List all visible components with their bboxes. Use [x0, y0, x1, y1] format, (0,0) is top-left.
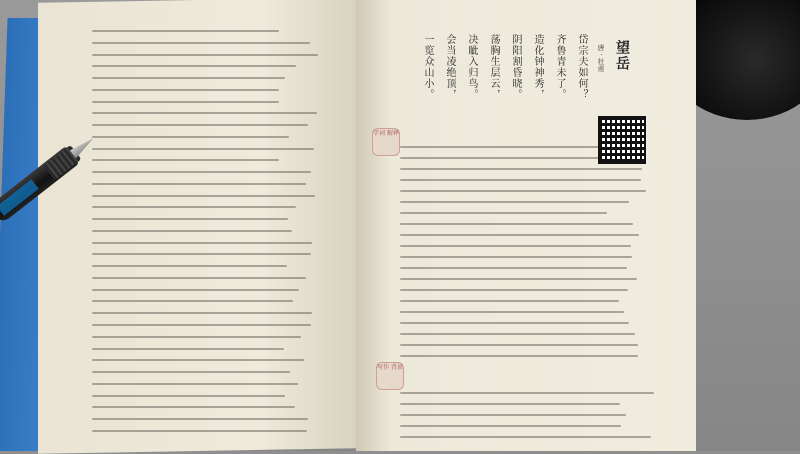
text-line [400, 414, 626, 416]
text-line [92, 265, 287, 267]
text-line [400, 146, 613, 148]
background-badge: 写作 背景 [376, 362, 404, 390]
text-line [92, 89, 279, 91]
text-line [400, 245, 631, 247]
text-line [92, 54, 318, 56]
text-line [400, 234, 639, 236]
text-line [400, 289, 628, 291]
text-line [92, 136, 289, 138]
text-line [92, 230, 292, 232]
right-page [356, 0, 696, 451]
text-line [92, 42, 310, 44]
text-line [92, 406, 295, 408]
text-line [400, 190, 646, 192]
text-line [92, 312, 312, 314]
text-line [400, 311, 624, 313]
text-line [92, 124, 308, 126]
text-line [400, 333, 635, 335]
text-line [92, 218, 288, 220]
poem-line: 会当凌绝顶， [444, 34, 455, 100]
text-line [92, 324, 311, 326]
text-line [400, 179, 641, 181]
poem-line: 造化钟神秀， [532, 34, 543, 100]
poem-author: 唐 · 杜甫 [597, 44, 605, 72]
left-page [38, 0, 356, 454]
poem-line: 决眦入归鸟。 [466, 34, 477, 100]
text-line [400, 403, 620, 405]
text-line [400, 267, 627, 269]
text-line [92, 395, 285, 397]
poem-line: 齐鲁青未了。 [554, 34, 565, 100]
poem-line: 岱宗夫如何？ [576, 34, 587, 100]
poem-line: 一览众山小。 [422, 34, 433, 100]
text-line [400, 201, 629, 203]
text-line [92, 348, 284, 350]
text-line [92, 289, 299, 291]
poem-line: 荡胸生层云， [488, 34, 499, 100]
poem-title: 望岳 [614, 40, 630, 72]
text-line [400, 157, 625, 159]
text-line [92, 65, 296, 67]
text-line [400, 322, 629, 324]
text-line [400, 355, 638, 357]
text-line [92, 371, 290, 373]
notes-badge: 字词 解释 [372, 128, 400, 156]
poem-line: 阴阳割昏晓。 [510, 34, 521, 100]
text-line [92, 277, 306, 279]
text-line [92, 148, 314, 150]
text-line [400, 392, 654, 394]
text-line [92, 183, 306, 185]
text-line [400, 256, 632, 258]
text-line [92, 242, 312, 244]
text-line [92, 430, 307, 432]
text-line [92, 171, 311, 173]
text-line [400, 168, 642, 170]
text-line [92, 383, 298, 385]
text-line [400, 425, 621, 427]
text-line [92, 77, 285, 79]
text-line [92, 30, 279, 32]
text-line [400, 344, 638, 346]
text-line [400, 212, 607, 214]
text-line [92, 195, 315, 197]
text-line [400, 278, 637, 280]
text-line [400, 436, 651, 438]
text-line [400, 300, 619, 302]
text-line [92, 101, 279, 103]
text-line [92, 112, 317, 114]
text-line [92, 418, 308, 420]
text-line [400, 223, 633, 225]
text-line [92, 359, 304, 361]
qr-code [598, 116, 646, 164]
text-line [92, 336, 301, 338]
